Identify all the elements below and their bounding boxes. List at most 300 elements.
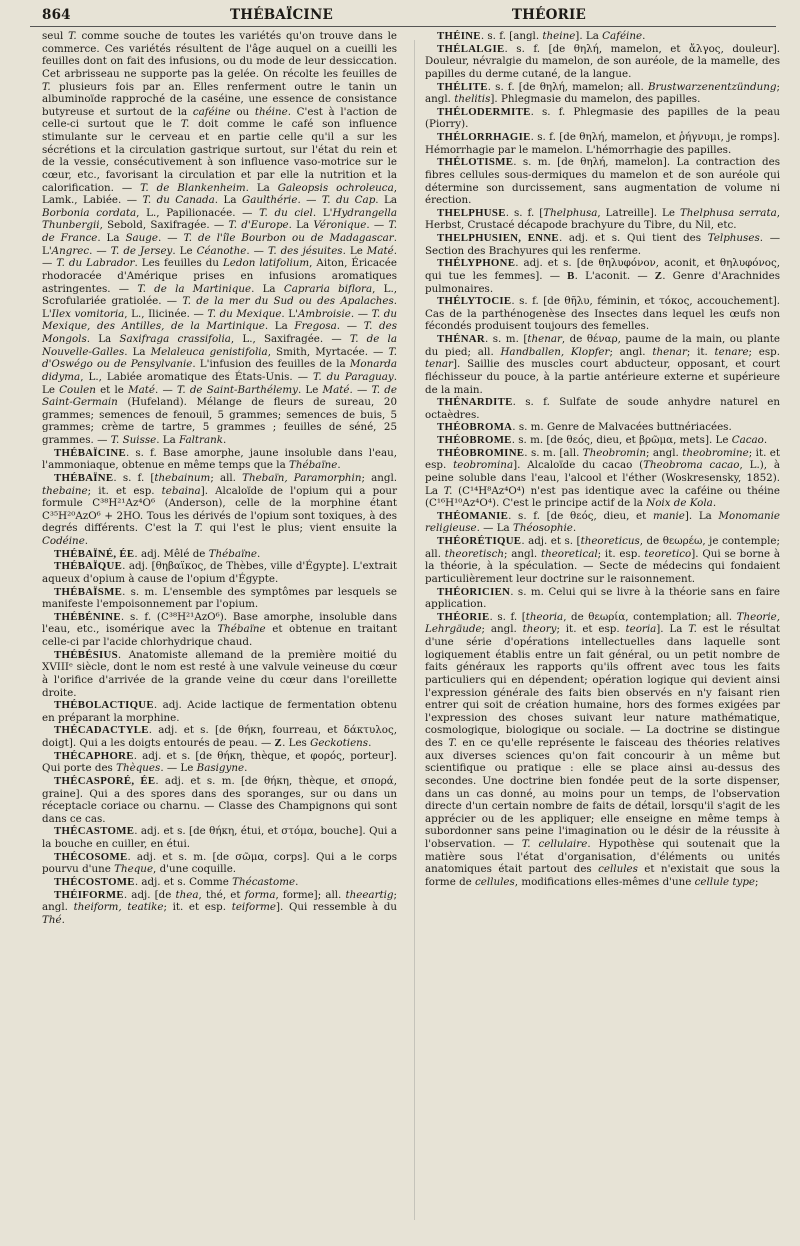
- italic-term: Capraria biflora: [283, 282, 373, 295]
- entry-text: .: [61, 913, 65, 926]
- entry-text: , de θέναρ, paume de la main, ou plante du pied; all.: [425, 333, 780, 358]
- entry-text: .: [642, 30, 646, 42]
- entry-text: . La: [375, 194, 398, 207]
- italic-term: Maté: [322, 383, 350, 396]
- italic-term: thebainum: [154, 471, 211, 484]
- entry-text: . —: [155, 383, 178, 396]
- entry-text: , Latreille]. Le: [597, 206, 680, 219]
- italic-term: T. du Labrador: [56, 257, 135, 270]
- entry-text: .: [84, 535, 89, 547]
- entry-text: . s. f. [de θηλή, mamelon, et ῥήγνυμι, je romps]. Hémorrhagie par le mamelon. L'hémorrhagie des papilles.: [425, 131, 780, 156]
- italic-term: cellule type: [694, 875, 756, 888]
- italic-term: Basigyne: [196, 762, 245, 775]
- dictionary-entry: [425, 535, 780, 586]
- entry-text: comme souche de toutes les variétés qu'on trouve dans le commerce. Ces variétés résultent de l'âge auquel on a cueilli les feuilles dont on fait des infusions, ou du mode de leur dessiccation. Cet arbrisseau ne supporte pas la gelée. On récolte les feuilles de: [42, 30, 397, 80]
- entry-continuation: [42, 30, 397, 447]
- italic-term: T.: [194, 522, 203, 535]
- italic-term: theory: [522, 623, 557, 636]
- entry-text: . s. f. [: [113, 471, 155, 484]
- entry-text: , L., Saxifragée. —: [230, 333, 350, 345]
- entry-text: . —: [336, 320, 364, 333]
- entry-headword: B: [567, 269, 575, 282]
- entry-text: . s. f. (C³⁸H²¹AzO⁶). Base amorphe, insoluble dans l'eau, etc., isomérique avec la: [42, 610, 397, 636]
- entry-text: , Herbst, Crustacé décapode brachyure du Tibre, du Nil, etc.: [425, 206, 781, 232]
- entry-text: , Aiton, Éricacée rhodoracée d'Amérique prises en infusions aromatiques astringentes. —: [42, 257, 397, 295]
- entry-text: . L': [42, 295, 398, 320]
- entry-headword: THÉBOLACTIQUE: [54, 699, 154, 712]
- entry-text: , L.), à peine soluble dans l'eau, l'alcool et l'éther (Woskresensky, 1852). La: [425, 459, 780, 497]
- entry-text: . L': [42, 232, 397, 257]
- italic-term: theobromine: [682, 446, 749, 459]
- italic-term: theoria: [525, 610, 564, 623]
- left-column: [42, 30, 397, 926]
- italic-term: T. Suisse: [110, 434, 157, 446]
- italic-term: Thébaïne: [208, 547, 258, 560]
- entry-text: . s. f. [: [505, 206, 544, 219]
- entry-text: ]. La: [656, 623, 689, 636]
- italic-term: Thé: [42, 913, 62, 926]
- entry-text: . L': [312, 206, 333, 219]
- italic-term: Maté: [366, 244, 394, 257]
- entry-text: ;: [755, 875, 759, 888]
- italic-term: cellules: [475, 875, 515, 888]
- dictionary-entry: [425, 611, 780, 889]
- italic-term: Thebaïn, Paramorphin: [242, 471, 362, 484]
- entry-headword: THÉCASPORÉ, ÉE: [54, 774, 156, 787]
- entry-text: . —: [349, 383, 372, 396]
- italic-term: Thelphusa: [543, 206, 598, 219]
- italic-term: T. du Cap: [321, 194, 376, 207]
- entry-text: . L'aconit. —: [574, 269, 655, 282]
- entry-text: . adj. [θηβαϊκος, de Thèbes, ville d'Égypte]. L'extrait aqueux d'opium à cause de l'opium d'Égypte.: [42, 560, 397, 585]
- entry-text: . s. f. [de θηλή, mamelon; all.: [487, 80, 648, 93]
- italic-term: teoretico: [644, 547, 692, 560]
- entry-headword: THÉCADACTYLE: [54, 724, 149, 737]
- entry-text: . adj. et s. m. [de θήκη, thèque, et σπορά, graine]. Qui a des spores dans des sporanges, sur ou dans un réceptacle coriace ou charnu. — Classe des Champignons qui sont dans ce cas.: [42, 774, 397, 825]
- italic-term: Borbonia cordata: [42, 206, 137, 219]
- dictionary-entry: [42, 724, 397, 749]
- italic-term: Véronique: [313, 219, 367, 232]
- entry-text: .: [763, 434, 768, 446]
- entry-text: , L., Ilicinée. —: [124, 307, 208, 320]
- dictionary-entry: [42, 548, 397, 561]
- entry-headword: Z: [274, 737, 283, 749]
- entry-text: . adj. et s. [de θήκη, thèque, et φορός, porteur]. Qui porte des: [42, 749, 397, 775]
- entry-text: ]. Qui ressemble à du: [276, 901, 398, 914]
- entry-headword: THÉOMANIE: [437, 509, 509, 522]
- italic-term: Ilex vomitoria: [51, 307, 125, 320]
- italic-term: theoretical: [540, 547, 598, 560]
- entry-text: ; all.: [210, 471, 243, 484]
- entry-headword: THÉIFORME: [54, 888, 124, 901]
- entry-text: . La: [288, 219, 314, 232]
- italic-term: Cacao: [731, 434, 764, 446]
- entry-text: ; it.: [686, 345, 715, 358]
- entry-headword: THÉCOSTOME: [54, 875, 135, 888]
- entry-headword: THÉLALGIE: [437, 42, 505, 55]
- entry-headword: THÉBAÏQUE: [54, 560, 123, 573]
- italic-term: Melaleuca genistifolia: [150, 345, 268, 358]
- italic-term: Thécastome: [232, 875, 296, 888]
- entry-headword: THÉOBROMINE: [437, 446, 525, 459]
- italic-term: Thelphusa serrata: [679, 206, 777, 219]
- italic-term: Monomanie religieuse: [425, 509, 780, 535]
- entry-text: . Hypothèse qui soutenait que la matière sous l'état d'organisation, d'éléments ou unités anatomiques était partout des: [425, 838, 780, 876]
- entry-text: est le résultat d'une série d'opérations intellectuelles dans laquelle sont logiquement établis entre un fait général, ou un petit nombre de faits généraux les rapports qu'ils offrent avec tous les faits particuliers qui en dépendent; opération logique qui devient ainsi l'expression générale des faits bien observés en n'y faisant rien entrer qui soit de création humaine, hors des formes exigées par l'expression des choses suivant leur nature mathématique, cosmologique, biologique ou sociale. — La doctrine se distingue des: [425, 623, 780, 749]
- entry-text: . adj. et s. Qui tient des: [558, 232, 708, 244]
- italic-term: T. du ciel: [259, 206, 313, 219]
- italic-term: Gaulthérie: [241, 194, 298, 207]
- entry-headword: THÉCAPHORE: [54, 749, 134, 762]
- entry-headword: THELPHUSE: [437, 206, 506, 219]
- column-divider: [414, 40, 415, 1220]
- entry-headword: THÉBAÏCINE: [54, 446, 126, 459]
- dictionary-entry: [42, 876, 397, 889]
- entry-text: ou: [230, 105, 255, 118]
- entry-text: , Sebold, Saxifragée. —: [99, 219, 229, 232]
- italic-term: T. de Blankenheim: [140, 181, 246, 194]
- italic-term: T. du Mexique, des Antilles, de la Martinique: [42, 307, 398, 333]
- entry-text: . La: [156, 434, 180, 446]
- dictionary-entry: [42, 560, 397, 585]
- entry-text: . s. m. Genre de Malvacées buttnériacées.: [512, 421, 732, 434]
- entry-text: doit comme le café son influence stimulante sur le cerveau et en partie celle qu'il a sur les sécrétions et la circulation gastrique surtout, sur l'état du rein et de la vessie, consécutivement à son influence vaso-motrice sur le cœur, etc., favorisant la circulation et par elle la nutrition et la calorification. —: [42, 118, 397, 194]
- entry-headword: THÉCOSOME: [54, 850, 128, 863]
- italic-term: T. de l'île Bourbon ou de Madagascar: [183, 232, 394, 244]
- entry-text: ; angl.: [425, 80, 780, 106]
- dictionary-entry: [42, 586, 397, 611]
- dictionary-entry: [425, 396, 780, 421]
- entry-text: . s. f. [de θεός, dieu, et: [508, 509, 653, 522]
- entry-text: . Genre d'Arachnides pulmonaires.: [425, 269, 780, 295]
- entry-text: . — La: [476, 522, 513, 535]
- italic-term: Maté: [128, 383, 156, 396]
- entry-text: . Le: [42, 370, 397, 396]
- dictionary-entry: [42, 699, 397, 724]
- entry-text: .: [244, 762, 248, 775]
- entry-text: ; it. esp.: [597, 547, 645, 560]
- italic-term: T. du Paraguay: [313, 370, 394, 383]
- entry-headword: THÉORICIEN: [437, 585, 511, 598]
- entry-headword: THÉBAÏSME: [54, 585, 123, 598]
- entry-text: et obtenue en traitant celle-ci par l'acide chlorhydrique chaud.: [42, 623, 397, 648]
- italic-term: T. des jésuites: [267, 244, 343, 257]
- dictionary-entry: [42, 447, 397, 472]
- right-column: [425, 30, 780, 889]
- entry-text: ; angl.: [646, 446, 683, 459]
- italic-term: T. de la Martinique: [137, 282, 252, 295]
- dictionary-entry: [425, 106, 780, 131]
- entry-headword: THÉORÉTIQUE: [437, 535, 522, 547]
- entry-text: ; it. et esp.: [87, 484, 162, 497]
- entry-text: , modifications elles-mêmes d'une: [514, 875, 695, 888]
- entry-headword: THÉLYTOCIE: [437, 295, 512, 308]
- entry-headword: THÉNARDITE: [437, 396, 513, 409]
- italic-term: Coulen: [59, 383, 96, 396]
- entry-text: ; angl.: [609, 345, 653, 358]
- entry-headword: THÉINE: [437, 30, 481, 42]
- dictionary-entry: [42, 775, 397, 826]
- dictionary-entry: [42, 649, 397, 700]
- italic-term: teobromina: [453, 459, 514, 472]
- italic-term: T.: [448, 737, 457, 749]
- entry-text: ; esp.: [748, 345, 780, 358]
- italic-term: T. de France: [42, 219, 398, 244]
- italic-term: manie: [652, 509, 685, 522]
- dictionary-entry: [425, 295, 780, 333]
- italic-term: T. des Mongols: [42, 320, 398, 345]
- entry-headword: THÉBÉSIUS: [54, 648, 118, 661]
- italic-term: T. d'Europe: [228, 219, 289, 232]
- entry-text: . s. f. Base amorphe, jaune insoluble dans l'eau, l'ammoniaque, obtenue en même temps que la: [42, 446, 397, 472]
- entry-text: . adj. et s. [de θηλυφόνον, aconit, et θηλυφόνος, qui tue les femmes]. —: [425, 257, 780, 282]
- entry-text: et le: [95, 383, 129, 396]
- entry-text: ; it. et esp.: [425, 446, 780, 472]
- entry-headword: THÉNAR: [437, 333, 485, 345]
- entry-headword: THÉOBROMA: [437, 421, 513, 434]
- italic-term: Théosophie: [512, 522, 573, 535]
- entry-text: .: [222, 434, 227, 446]
- dictionary-entry: [425, 510, 780, 535]
- italic-term: T. d'Oswégo ou de Pensylvanie: [42, 345, 398, 371]
- entry-text: . La: [264, 320, 295, 333]
- italic-term: Ambroisie: [297, 307, 351, 320]
- entry-text: . Anatomiste allemand de la première moitié du XVIIIᵉ siècle, dont le nom est resté à une valvule veineuse du cœur à l'orifice d'arrivée de la grande veine du cœur dans l'oreillette droite.: [42, 648, 397, 699]
- italic-term: T. cellulaire: [521, 838, 588, 850]
- italic-term: théine: [254, 105, 288, 118]
- dictionary-entry: [425, 333, 780, 396]
- entry-text: .: [572, 522, 577, 535]
- dictionary-entry: [425, 81, 780, 106]
- entry-text: ; angl.: [361, 471, 398, 484]
- italic-term: theeartig: [345, 888, 394, 901]
- entry-text: , forme]; all.: [275, 888, 346, 901]
- entry-headword: THÉORIE: [437, 610, 490, 623]
- entry-text: . s. m. [all.: [524, 446, 583, 459]
- dictionary-entry: [42, 889, 397, 927]
- italic-term: thea: [175, 888, 199, 901]
- entry-text: . s. m. [de θεός, dieu, et βρῶμα, mets]. Le: [511, 434, 732, 446]
- entry-text: , de θεωρία, contemplation; all.: [563, 610, 737, 623]
- page-header: [30, 0, 776, 27]
- dictionary-entry: [425, 257, 780, 295]
- entry-text: . La: [251, 282, 284, 295]
- entry-text: . La: [86, 333, 120, 345]
- page-number: 864: [42, 7, 71, 23]
- dictionary-entry: [42, 825, 397, 850]
- italic-term: T. de Saint-Barthélemy: [177, 383, 298, 396]
- italic-term: tebaina: [161, 484, 201, 497]
- italic-term: Handballen, Klopfer: [500, 345, 610, 358]
- italic-term: Ledon latifolium: [222, 257, 310, 270]
- entry-text: . La: [97, 232, 126, 244]
- italic-term: Angrec: [51, 244, 90, 257]
- entry-text: . adj. et s. [: [521, 535, 581, 547]
- entry-text: . adj. et s. [de θήκη, fourreau, et δάκτυλος, doigt]. Qui a les doigts entourés de peau. —: [42, 724, 397, 749]
- italic-term: Theorie, Lehrgäude: [425, 610, 780, 636]
- entry-text: .: [295, 875, 299, 888]
- entry-text: ]. La: [684, 509, 719, 522]
- italic-term: theoretisch: [444, 547, 504, 560]
- entry-text: ]. Alcaloïde de l'opium qui a pour formule C³⁸H²¹Az⁴O⁶ (Anderson), celle de la morphine étant C³⁵H²⁰AzO⁶ + 2HO. Tous les dérivés de l'opium sont toxiques, à des degrés différents. C'est la: [42, 484, 397, 535]
- entry-text: (C¹⁴H⁸Az⁴O⁴) n'est pas identique avec la caféine ou théine (C¹⁶H¹⁰Az⁴O⁴). C'est le principe actif de la: [425, 484, 780, 510]
- entry-headword: THÉLORRHAGIE: [437, 131, 531, 143]
- italic-term: T.: [688, 623, 697, 636]
- entry-text: . s. m. Celui qui se livre à la théorie sans en faire application.: [425, 585, 780, 611]
- entry-text: . s. f. [angl.: [480, 30, 543, 42]
- dictionary-entry: [425, 43, 780, 81]
- entry-text: .: [712, 497, 717, 510]
- italic-term: thenar: [652, 345, 687, 358]
- entry-headword: THÉLYPHONE: [437, 257, 516, 270]
- italic-term: Codéine: [42, 535, 85, 547]
- entry-text: . —: [89, 244, 111, 257]
- entry-text: . Le: [297, 383, 323, 396]
- entry-text: ]. Saillie des muscles court abducteur, opposant, et court fléchisseur du pouce, à la partie antérieure externe et supérieure de la main.: [425, 358, 780, 396]
- entry-text: . s. f. [: [489, 610, 526, 623]
- entry-text: ; angl.: [481, 623, 523, 636]
- italic-term: teoria: [625, 623, 657, 636]
- entry-text: plusieurs fois par an. Elles renferment outre le tanin un albuminoïde rapproché de la caséine, une essence de consistance butyreuse et surtout de la: [42, 80, 397, 118]
- entry-text: . La: [245, 181, 278, 194]
- entry-text: ]. Qui se borne à la théorie, à la spéculation. — Secte de médecins qui fondaient particulièrement leur doctrine sur le raisonnement.: [425, 547, 780, 585]
- italic-term: Noix de Kola: [646, 497, 713, 510]
- entry-headword: THÉLITE: [437, 80, 488, 93]
- italic-term: Saxifraga crassifolia: [119, 333, 231, 345]
- italic-term: Theobromin: [582, 446, 646, 459]
- entry-text: . L'infusion des feuilles de la: [192, 358, 350, 371]
- entry-text: . s. m. [: [485, 333, 528, 345]
- italic-term: T.: [443, 484, 453, 497]
- entry-text: . — Section des Brachyures qui les renferme.: [425, 232, 781, 257]
- italic-term: thebaine: [42, 484, 88, 497]
- entry-text: . s. m. L'ensemble des symptômes par lesquels se manifeste l'empoisonnement par l'opium.: [42, 585, 397, 611]
- italic-term: caféine: [192, 105, 231, 118]
- italic-term: cellules: [598, 863, 638, 876]
- entry-text: . La: [214, 194, 242, 207]
- italic-term: Sauge: [125, 232, 158, 244]
- italic-term: Céanothe: [196, 244, 247, 257]
- dictionary-entry: [42, 472, 397, 548]
- entry-text: en ce qu'elle représente le faisceau des théories relatives aux diverses sciences qu'on fait concourir à un même but scientifique ou pratique : elle se place ainsi au-dessus des secondes. Une doctrine bien fondée peut de la sorte dispenser, dans un cas donné, au moins pour un temps, de l'observation directe d'un certain nombre de faits de détail, lorsqu'il s'agit de les apprécier ou de les appliquer; elle enseigne en même temps à subordonner sans peine l'imagination ou le désir de la réussite à l'observation. —: [425, 737, 780, 850]
- entry-text: . adj. et s. m. [de σῶμα, corps]. Qui a le corps pourvu d'une: [42, 850, 397, 876]
- entry-text: ; it. et esp.: [163, 901, 232, 914]
- entry-text: . —: [157, 232, 184, 244]
- entry-text: . s. f. Phlegmasie des papilles de la peau (Piorry).: [425, 105, 780, 131]
- entry-headword: THÉLODERMITE: [437, 105, 531, 118]
- entry-text: . La: [124, 345, 151, 358]
- italic-term: Theque: [114, 863, 154, 876]
- italic-term: Thèques: [116, 762, 161, 775]
- entry-text: . adj. Acide lactique de fermentation obtenu en préparant la morphine.: [42, 699, 397, 724]
- entry-text: ; it. et esp.: [556, 623, 626, 636]
- right-running-head: THÉORIE: [511, 7, 586, 23]
- entry-text: . Le: [172, 244, 197, 257]
- entry-text: . —: [246, 244, 268, 257]
- entry-text: et n'existait que sous la forme de: [425, 863, 780, 888]
- entry-text: . adj. et s. Comme: [134, 875, 233, 888]
- entry-text: ]. Phlegmasie du mamelon, des papilles.: [490, 93, 701, 106]
- italic-term: Faltrank: [179, 434, 223, 446]
- entry-text: , Lamk., Labiée. —: [42, 181, 397, 207]
- entry-text: qui l'est le plus; vient ensuite la: [202, 522, 398, 535]
- italic-term: Telphuses: [707, 232, 760, 244]
- italic-term: T. du Mexique: [207, 307, 282, 320]
- entry-text: . L': [281, 307, 298, 320]
- dictionary-entry: [42, 750, 397, 775]
- entry-text: . s. f. Sulfate de soude anhydre naturel en octaèdres.: [425, 396, 780, 421]
- italic-term: theine: [542, 30, 576, 42]
- entry-text: . —: [366, 219, 389, 232]
- dictionary-entry: [425, 434, 780, 447]
- entry-text: .: [368, 737, 372, 749]
- entry-headword: THÉBÉNINE: [54, 610, 121, 623]
- dictionary-entry: [425, 207, 780, 232]
- dictionary-entry: [425, 232, 780, 257]
- entry-headword: THÉBAÏNE: [54, 471, 114, 484]
- entry-text: . — Le: [160, 762, 197, 775]
- entry-text: . Les: [282, 737, 311, 749]
- entry-headword: THÉOBROME: [437, 434, 512, 446]
- italic-term: T. de Jersey: [110, 244, 173, 257]
- left-running-head: THÉBAÏCINE: [230, 7, 333, 23]
- entry-text: . s. f. [de θῆλυ, féminin, et τόκος, accouchement]. Cas de la parthénogenèse des Insectes dans lequel les œufs non fécondés produisent toujours des femelles.: [425, 295, 780, 333]
- dictionary-entry: [425, 156, 780, 207]
- dictionary-entry: [425, 131, 780, 156]
- entry-headword: THELPHUSIEN, ENNE: [437, 232, 559, 244]
- italic-term: Monarda didyma: [42, 358, 397, 383]
- entry-headword: THÉCASTOME: [54, 825, 135, 838]
- entry-text: , L., Scrofulariée gratiolée. —: [42, 282, 398, 308]
- entry-text: . adj. Mêlé de: [134, 547, 209, 560]
- italic-term: Thébaïne: [217, 623, 266, 636]
- entry-text: . —: [42, 244, 397, 270]
- entry-text: .: [337, 459, 341, 472]
- italic-term: Brustwarzenentzündung: [647, 80, 777, 93]
- entry-text: , d'une coquille.: [153, 863, 237, 876]
- italic-term: theiform, teatike: [73, 901, 164, 914]
- entry-text: ]. Alcaloïde du cacao (: [513, 459, 644, 472]
- entry-text: . adj. et s. [de θήκη, étui, et στόμα, bouche]. Qui a la bouche en cuiller, en étui.: [42, 825, 397, 850]
- entry-text: ; angl.: [503, 547, 541, 560]
- entry-text: . adj. [de: [123, 888, 176, 901]
- entry-text: , L., Papilionacée. —: [136, 206, 260, 219]
- dictionary-entry: [42, 851, 397, 876]
- entry-text: ; angl.: [42, 888, 397, 914]
- entry-text: . —: [297, 194, 322, 207]
- entry-headword: Z: [654, 269, 663, 282]
- dictionary-entry: [425, 447, 780, 510]
- italic-term: T.: [42, 80, 51, 93]
- italic-term: tenar: [425, 358, 453, 371]
- entry-text: ]. La: [575, 30, 603, 42]
- entry-text: (Hufeland). Mélange de fleurs de sureau, 20 grammes; semences de fenouil, 5 grammes; semences de buis, 5 grammes; crème de tartre, 5 grammes ; feuilles de séné, 25 grammes. —: [42, 396, 397, 446]
- entry-text: seul: [42, 30, 69, 42]
- italic-term: theoreticus: [580, 535, 640, 547]
- italic-term: forma: [244, 888, 276, 901]
- dictionary-entry: [42, 611, 397, 649]
- italic-term: Thébaïne: [289, 459, 338, 472]
- entry-headword: THÉLOTISME: [437, 156, 514, 169]
- entry-text: . C'est à l'action de celle-ci surtout que le: [42, 105, 397, 131]
- entry-text: , de θεωρέω, je contemple; all.: [425, 535, 780, 560]
- italic-term: T.: [180, 118, 190, 131]
- italic-term: T. de Saint-Germain: [42, 383, 397, 409]
- entry-text: , thé, et: [198, 888, 245, 901]
- italic-term: teiforme: [231, 901, 277, 914]
- italic-term: Theobroma cacao: [643, 459, 740, 472]
- dictionary-entry: [425, 586, 780, 611]
